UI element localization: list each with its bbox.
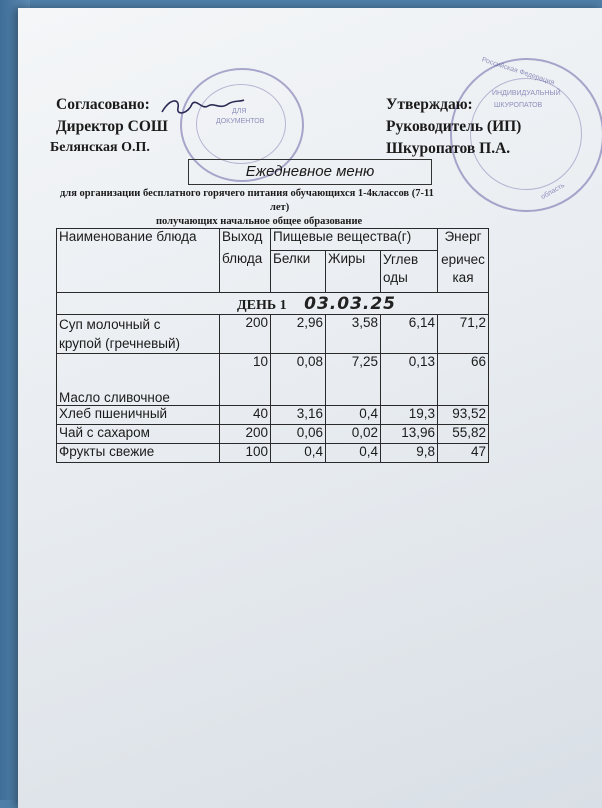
header-protein: Белки	[271, 251, 326, 293]
carbs-cell: 6,14	[381, 315, 438, 354]
day-label: ДЕНЬ 1	[237, 297, 287, 313]
output-cell: 200	[220, 315, 271, 354]
protein-cell: 0,08	[271, 354, 326, 406]
dish-cell: Масло сливочное	[57, 354, 220, 406]
right-stamp-text-1: Российская Федерация	[480, 56, 556, 87]
output-cell: 10	[220, 354, 271, 406]
energy-cell: 47	[438, 444, 489, 463]
carbs-cell: 19,3	[381, 406, 438, 425]
output-cell: 200	[220, 425, 271, 444]
header-dish: Наименование блюда	[57, 229, 220, 293]
dish-cell: Чай с сахаром	[57, 425, 220, 444]
table-row	[57, 444, 489, 463]
fat-cell: 7,25	[326, 354, 381, 406]
header-output-2: блюда	[220, 251, 271, 293]
approved-label: Согласовано:	[56, 96, 150, 113]
protein-cell: 0,4	[271, 444, 326, 463]
dish-cell: Суп молочный с крупой (гречневый)	[57, 315, 220, 354]
energy-cell: 93,52	[438, 406, 489, 425]
fat-cell: 0,02	[326, 425, 381, 444]
subtitle-line-2: лет)	[270, 202, 290, 213]
menu-title: Ежедневное меню	[188, 159, 432, 185]
table-row	[57, 425, 489, 444]
subtitle-line-1: для организации бесплатного горячего питания обучающихся 1-4классов (7-11	[60, 188, 434, 199]
header-energy: Энерг	[438, 229, 489, 251]
menu-sheet	[18, 8, 602, 808]
header-energy-2: еричес кая	[438, 251, 489, 293]
fat-cell: 0,4	[326, 406, 381, 425]
day-row	[57, 293, 489, 315]
right-stamp-text-3: ШКУРОПАТОВ	[494, 102, 543, 109]
output-cell: 100	[220, 444, 271, 463]
left-stamp-text-1: ДЛЯ	[232, 108, 247, 115]
menu-table	[56, 228, 489, 463]
output-cell: 40	[220, 406, 271, 425]
protein-cell: 2,96	[271, 315, 326, 354]
energy-cell: 66	[438, 354, 489, 406]
dish-cell: Хлеб пшеничный	[57, 406, 220, 425]
table-row	[57, 406, 489, 425]
left-stamp-text-2: ДОКУМЕНТОВ	[216, 118, 265, 125]
table-row	[57, 354, 489, 406]
protein-cell: 0,06	[271, 425, 326, 444]
director-label: Директор СОШ	[56, 118, 168, 135]
dish-cell: Фрукты свежие	[57, 444, 220, 463]
protein-cell: 3,16	[271, 406, 326, 425]
right-stamp-text-2: ИНДИВИДУАЛЬНЫЙ	[492, 90, 561, 97]
header-nutrients: Пищевые вещества(г)	[271, 229, 438, 251]
subtitle-line-3: получающих начальное общее образование	[156, 216, 363, 227]
table-row	[57, 315, 489, 354]
energy-cell: 55,82	[438, 425, 489, 444]
carbs-cell: 9,8	[381, 444, 438, 463]
head-label: Руководитель (ИП)	[386, 118, 522, 135]
energy-cell: 71,2	[438, 315, 489, 354]
fat-cell: 0,4	[326, 444, 381, 463]
director-name: Белянская О.П.	[50, 140, 150, 155]
header-fat: Жиры	[326, 251, 381, 293]
director-signature	[158, 94, 248, 120]
right-stamp-text-4: область	[539, 181, 566, 202]
header-output: Выход	[220, 229, 271, 251]
header-carbs: Углев оды	[381, 251, 438, 293]
approve-label: Утверждаю:	[386, 96, 473, 113]
handwritten-date: 03.03.25	[304, 293, 397, 314]
carbs-cell: 13,96	[381, 425, 438, 444]
fat-cell: 3,58	[326, 315, 381, 354]
head-name: Шкуропатов П.А.	[386, 140, 511, 157]
carbs-cell: 0,13	[381, 354, 438, 406]
